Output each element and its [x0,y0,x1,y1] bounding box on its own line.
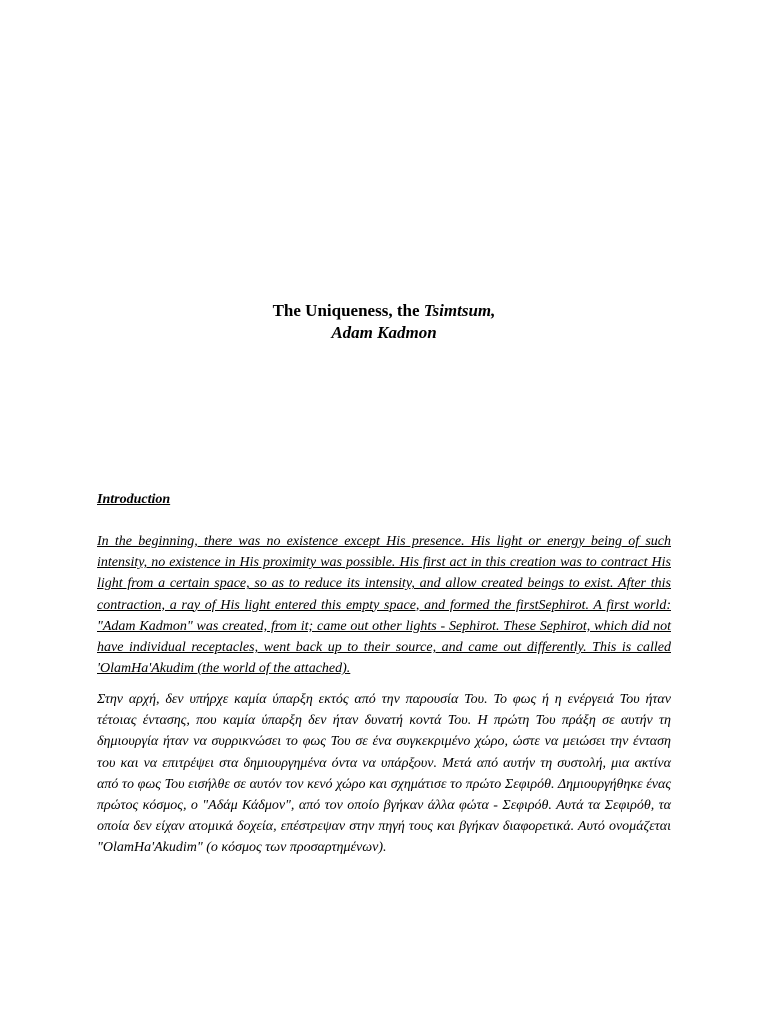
title-line-1-prefix: The Uniqueness, the [272,301,424,320]
title-line-2-italic: Adam Kadmon [331,323,437,342]
title-line-1-italic: Tsimtsum, [423,301,496,320]
document-title [0,300,768,344]
section-heading-introduction: Introduction [97,492,171,507]
introduction-paragraph-greek: Στην αρχή, δεν υπήρχε καμία ύπαρξη εκτός από την παρουσία Του. Το φως ή η ενέργειά Του ήταν τέτοιας έντασης, που καμία ύπαρξη δεν ήταν δυνατή κοντά Του. Η πρώτη Του πράξη σε αυτήν τη δημιουργία ήταν να συρρικνώσει το φως Του σε ένα συγκεκριμένο χώρο, ώστε να μειώσει την ένταση του και να επιτρέψει στα δημιουργημένα όντα να υπάρξουν. Μετά από αυτήν τη συστολή, μια ακτίνα από το φως Του εισήλθε σε αυτόν τον κενό χώρο και σχημάτισε το πρώτο Σεφιρόθ. Δημιουργήθηκε ένας πρώτος κόσμος, ο "Αδάμ Κάδμον", από τον οποίο βγήκαν άλλα φώτα - Σεφιρόθ. Αυτά τα Σεφιρόθ, τα οποία δεν είχαν ατομικά δοχεία, επέστρεψαν στην πηγή τους και βγήκαν διαφορετικά. Αυτό ονομάζεται "OlamHa'Akudim" (ο κόσμος των προσαρτημένων). [97,692,671,856]
introduction-paragraph-english: In the beginning, there was no existence except His presence. His light or energy being of such intensity, no existence in His proximity was possible. His first act in this creation was to contract His light from a certain space, so as to reduce its intensity, and allow created beings to exist. After this contraction, a ray of His light entered this empty space, and formed the firstSephirot. A first world: "Adam Kadmon" was created, from it; came out other lights - Sephirot. These Sephirot, which did not have individual receptacles, went back up to their source, and came out differently. This is called 'OlamHa'Akudim (the world of the attached). [97,534,671,677]
title-line-2 [0,322,768,344]
title-line-1 [0,300,768,322]
